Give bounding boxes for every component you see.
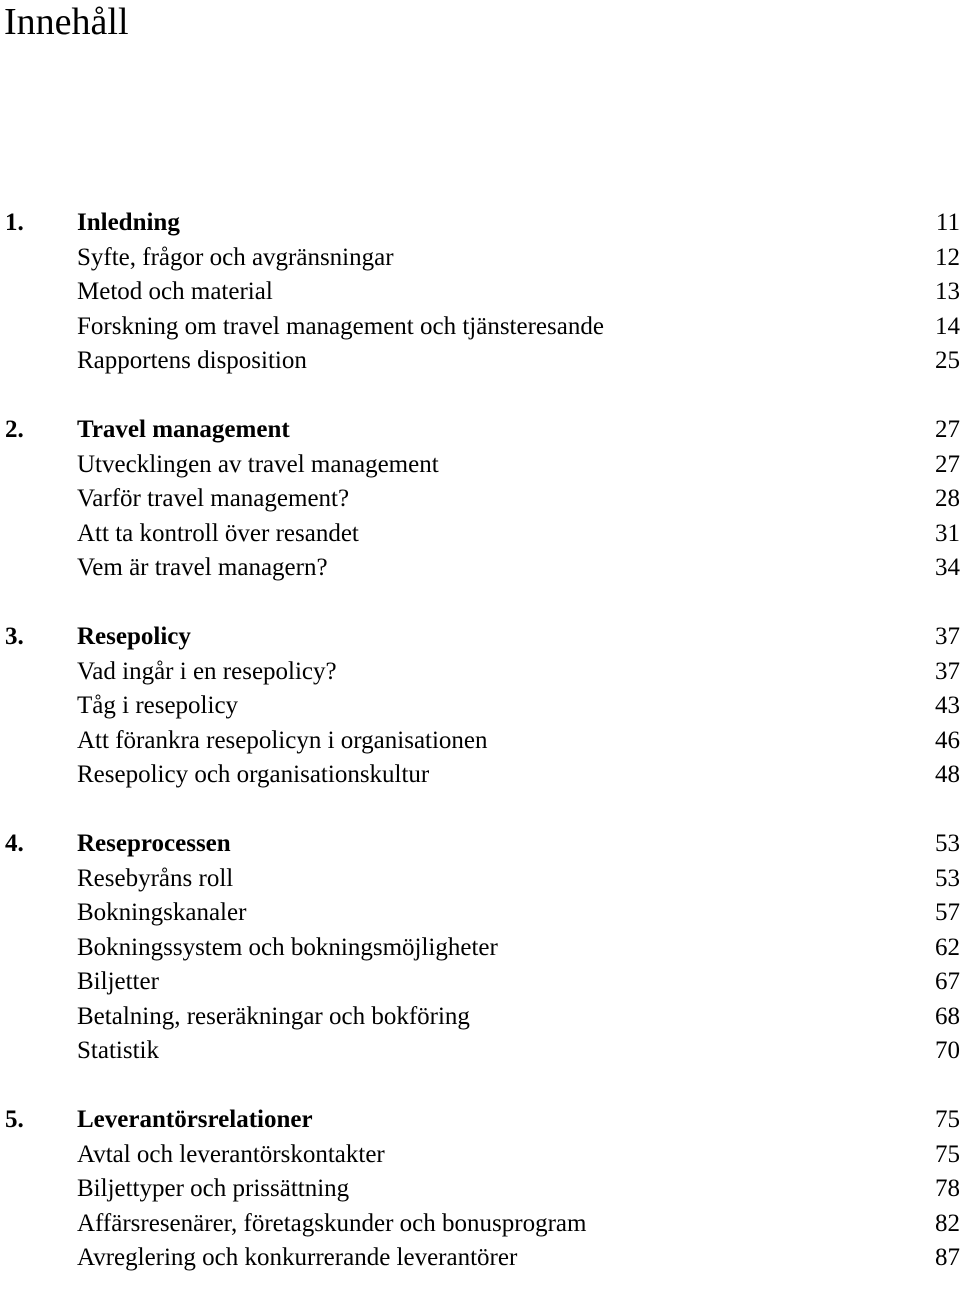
toc-entry-row <box>0 551 960 586</box>
entry-title: Forskning om travel management och tjänsteresande <box>77 312 604 340</box>
toc-section <box>0 620 960 793</box>
toc-section <box>0 827 960 1069</box>
entry-title: Bokningssystem och bokningsmöjligheter <box>77 933 498 961</box>
entry-page-number: 46 <box>935 726 960 754</box>
entry-page-number: 43 <box>935 692 960 719</box>
entry-title: Betalning, reseräkningar och bokföring <box>77 1002 470 1030</box>
toc-entry-row <box>0 1207 960 1242</box>
entry-title: Bokningskanaler <box>77 899 247 926</box>
chapter-page-number: 53 <box>935 830 960 857</box>
entry-page-number: 27 <box>935 450 960 478</box>
toc-entry-row <box>0 344 960 379</box>
toc-entry-row <box>0 482 960 517</box>
entry-page-number: 14 <box>935 312 960 340</box>
chapter-number: 4. <box>5 830 24 857</box>
entry-title: Utvecklingen av travel management <box>77 450 439 478</box>
entry-page-number: 53 <box>935 864 960 892</box>
toc-section <box>0 206 960 379</box>
toc-entry-row <box>0 862 960 897</box>
table-of-contents <box>0 206 960 1310</box>
entry-title: Metod och material <box>77 278 273 305</box>
entry-title: Biljettyper och prissättning <box>77 1175 350 1202</box>
chapter-page-number: 75 <box>935 1106 960 1133</box>
toc-entry-row <box>0 724 960 759</box>
chapter-title: Travel management <box>77 416 290 443</box>
toc-entry-row <box>0 965 960 1000</box>
chapter-title: Inledning <box>77 209 180 236</box>
entry-page-number: 68 <box>935 1002 960 1030</box>
entry-title: Syfte, frågor och avgränsningar <box>77 243 394 271</box>
entry-title: Affärsresenärer, företagskunder och bonusprogram <box>77 1209 587 1237</box>
toc-entry-row <box>0 1034 960 1069</box>
entry-page-number: 57 <box>935 899 960 926</box>
entry-page-number: 62 <box>935 933 960 961</box>
entry-title: Rapportens disposition <box>77 347 307 374</box>
toc-entry-row <box>0 689 960 724</box>
entry-page-number: 75 <box>935 1140 960 1168</box>
entry-page-number: 82 <box>935 1209 960 1237</box>
entry-title: Vad ingår i en resepolicy? <box>77 657 337 685</box>
entry-title: Statistik <box>77 1037 159 1064</box>
entry-title: Avtal och leverantörskontakter <box>77 1140 385 1168</box>
entry-page-number: 67 <box>935 968 960 995</box>
toc-entry-row <box>0 275 960 310</box>
toc-entry-row <box>0 1172 960 1207</box>
toc-chapter-row <box>0 1103 960 1138</box>
chapter-title: Reseprocessen <box>77 830 231 857</box>
entry-page-number: 34 <box>935 554 960 581</box>
toc-chapter-row <box>0 620 960 655</box>
entry-title: Att ta kontroll över resandet <box>77 519 359 547</box>
entry-page-number: 37 <box>935 657 960 685</box>
toc-entry-row <box>0 655 960 690</box>
entry-page-number: 78 <box>935 1175 960 1202</box>
chapter-number: 3. <box>5 623 24 650</box>
toc-chapter-row <box>0 827 960 862</box>
entry-title: Resepolicy och organisationskultur <box>77 761 430 788</box>
toc-entry-row <box>0 896 960 931</box>
chapter-number: 1. <box>5 209 24 236</box>
chapter-page-number: 27 <box>935 416 960 443</box>
entry-page-number: 48 <box>935 761 960 788</box>
toc-chapter-row <box>0 206 960 241</box>
entry-title: Vem är travel managern? <box>77 554 328 581</box>
entry-page-number: 87 <box>935 1244 960 1271</box>
entry-title: Avreglering och konkurrerande leverantörer <box>77 1244 518 1271</box>
toc-entry-row <box>0 758 960 793</box>
chapter-number: 2. <box>5 416 24 443</box>
toc-section <box>0 1103 960 1276</box>
entry-title: Resebyråns roll <box>77 864 234 892</box>
toc-entry-row <box>0 1138 960 1173</box>
toc-entry-row <box>0 931 960 966</box>
chapter-title: Resepolicy <box>77 623 191 650</box>
chapter-page-number: 11 <box>935 209 960 236</box>
chapter-number: 5. <box>5 1106 24 1133</box>
page-title: Innehåll <box>4 1 129 43</box>
entry-title: Tåg i resepolicy <box>77 692 239 719</box>
entry-page-number: 13 <box>935 278 960 305</box>
toc-entry-row <box>0 310 960 345</box>
entry-title: Att förankra resepolicyn i organisationen <box>77 726 488 754</box>
entry-page-number: 31 <box>935 519 960 547</box>
entry-title: Varför travel management? <box>77 485 350 512</box>
chapter-title: Leverantörsrelationer <box>77 1106 313 1133</box>
toc-entry-row <box>0 241 960 276</box>
entry-page-number: 28 <box>935 485 960 512</box>
entry-page-number: 70 <box>935 1037 960 1064</box>
toc-entry-row <box>0 448 960 483</box>
toc-entry-row <box>0 1241 960 1276</box>
chapter-page-number: 37 <box>935 623 960 650</box>
toc-entry-row <box>0 1000 960 1035</box>
entry-title: Biljetter <box>77 968 159 995</box>
entry-page-number: 12 <box>935 243 960 271</box>
entry-page-number: 25 <box>935 347 960 374</box>
toc-entry-row <box>0 517 960 552</box>
toc-chapter-row <box>0 413 960 448</box>
toc-section <box>0 413 960 586</box>
